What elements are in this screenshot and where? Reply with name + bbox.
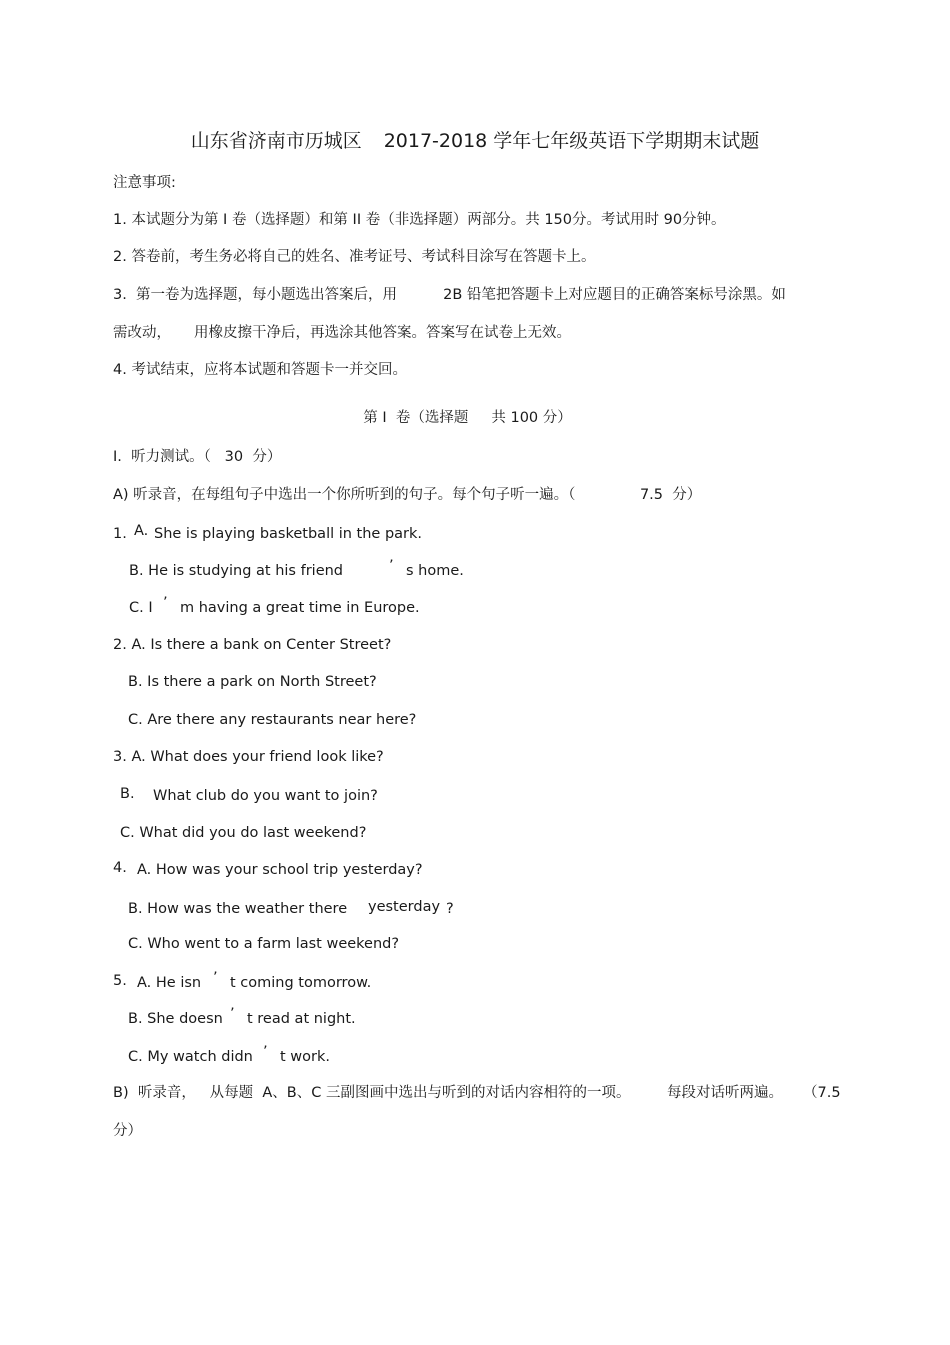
- q5-number: 5.: [113, 973, 127, 989]
- q3-option-b-text: What club do you want to join?: [153, 788, 378, 804]
- q5-option-c-end: t work.: [280, 1049, 330, 1065]
- q2-option-c: C. Are there any restaurants near here?: [128, 712, 417, 728]
- listening-heading: I. 听力测试。（ 30 分）: [113, 449, 282, 465]
- notice-item-3: 3. 第一卷为选择题，每小题选出答案后，用 2B 铅笔把答题卡上对应题目的正确答案标号涂黑。如: [113, 287, 786, 303]
- notice-item-2: 2. 答卷前，考生务必将自己的姓名、准考证号、考试科目涂写在答题卡上。: [113, 249, 596, 265]
- q3-option-a: 3. A. What does your friend look like?: [113, 749, 384, 765]
- q1-option-a-label: A.: [134, 523, 149, 539]
- part-b-points-cont: 分）: [113, 1123, 142, 1139]
- notice-item-3-cont: 需改动， 用橡皮擦干净后，再选涂其他答案。答案写在试卷上无效。: [113, 325, 572, 341]
- q5-option-a: A. He isn: [137, 975, 202, 991]
- q1-option-a-text: She is playing basketball in the park.: [154, 526, 423, 542]
- q2-option-a: 2. A. Is there a bank on Center Street?: [113, 637, 392, 653]
- q4-option-b-word: yesterday: [368, 899, 441, 915]
- notice-heading: 注意事项:: [113, 175, 176, 191]
- q5-option-a-end: t coming tomorrow.: [230, 975, 372, 991]
- q1-number: 1.: [113, 526, 127, 542]
- q4-number: 4.: [113, 860, 127, 876]
- part-b-instruction: B) 听录音， 从每题 A、B、C 三副图画中选出与听到的对话内容相符的一项。: [113, 1085, 631, 1101]
- q1-option-b-apostrophe: ’: [389, 558, 394, 574]
- q5-option-c: C. My watch didn: [128, 1049, 253, 1065]
- q3-option-b-label: B.: [120, 786, 135, 802]
- part-b-instruction-listen: 每段对话听两遍。: [667, 1085, 783, 1101]
- q5-option-c-apostrophe: ’: [263, 1044, 268, 1060]
- title-exam: 2017-2018 学年七年级英语下学期期末试题: [383, 130, 760, 152]
- q5-option-b-apostrophe: ’: [230, 1006, 235, 1022]
- q1-option-c: C. I: [129, 600, 153, 616]
- section-1-title: 第 I 卷（选择题 共 100 分）: [363, 410, 572, 426]
- q4-option-b-mark: ?: [446, 901, 454, 917]
- notice-item-1: 1. 本试题分为第 I 卷（选择题）和第 II 卷（非选择题）两部分。共 150分。考试用时 90分钟。: [113, 212, 726, 228]
- part-a-instruction: A) 听录音，在每组句子中选出一个你所听到的句子。每个句子听一遍。（ 7.5 分）: [113, 487, 702, 503]
- q5-option-a-apostrophe: ’: [213, 970, 218, 986]
- q5-option-b-end: t read at night.: [247, 1011, 356, 1027]
- q4-option-b: B. How was the weather there: [128, 901, 348, 917]
- q2-option-b: B. Is there a park on North Street?: [128, 674, 377, 690]
- q1-option-b-end: s home.: [406, 563, 464, 579]
- q5-option-b: B. She doesn: [128, 1011, 223, 1027]
- page-title: [0, 128, 950, 154]
- part-b-points: （7.5: [803, 1085, 841, 1101]
- notice-item-4: 4. 考试结束，应将本试题和答题卡一并交回。: [113, 362, 407, 378]
- q1-option-c-apostrophe: ’: [163, 595, 168, 611]
- q4-option-a: A. How was your school trip yesterday?: [137, 862, 423, 878]
- q4-option-c: C. Who went to a farm last weekend?: [128, 936, 400, 952]
- title-location: 山东省济南市历城区: [190, 130, 362, 152]
- q1-option-b: B. He is studying at his friend: [129, 563, 344, 579]
- q1-option-c-end: m having a great time in Europe.: [180, 600, 420, 616]
- q3-option-c: C. What did you do last weekend?: [120, 825, 367, 841]
